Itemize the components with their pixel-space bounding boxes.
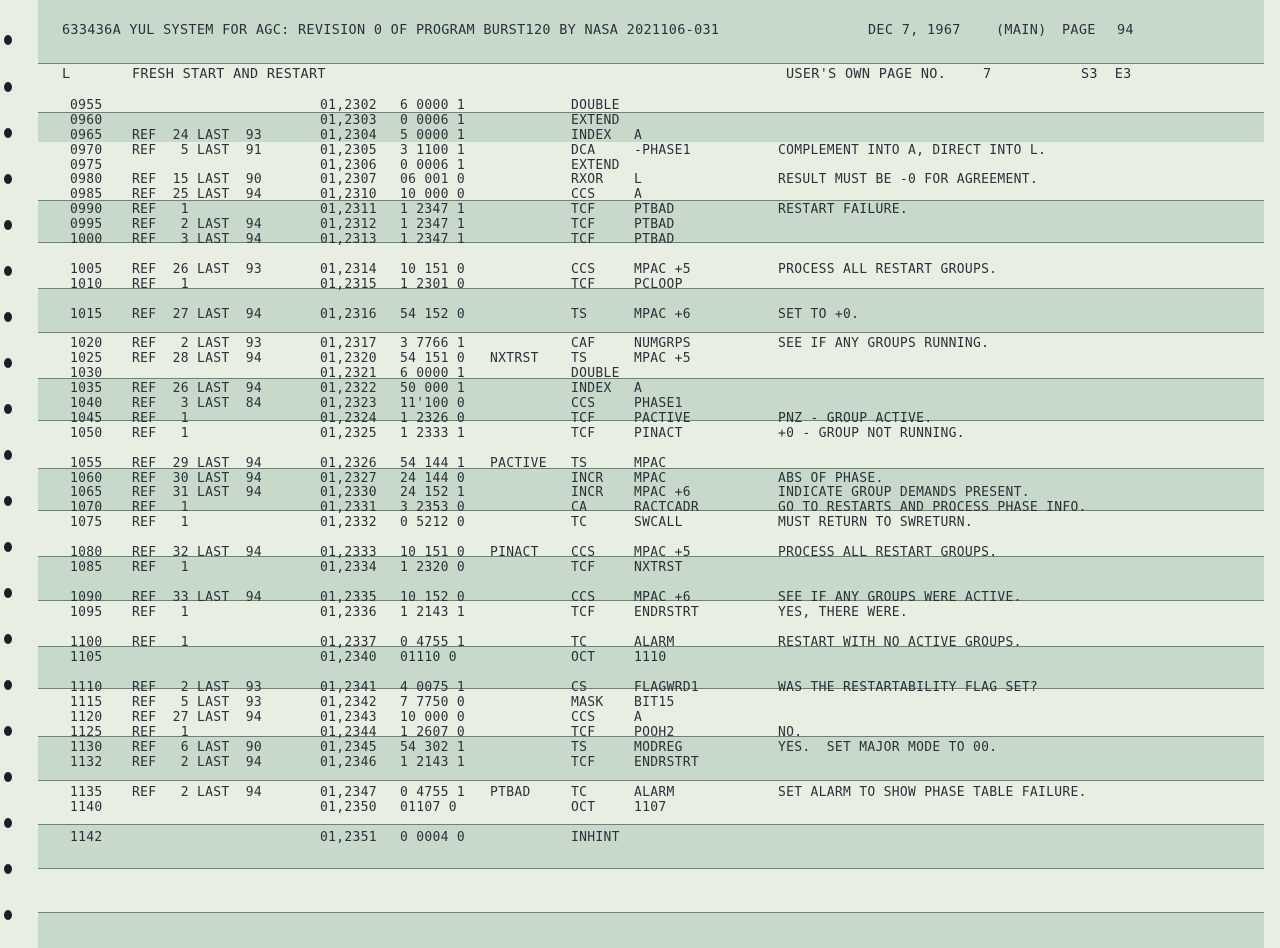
memory-address: 01,2340 bbox=[320, 650, 377, 665]
memory-address: 01,2312 bbox=[320, 217, 377, 232]
octal-word: 6 0000 1 bbox=[400, 366, 466, 381]
octal-word: 1 2347 1 bbox=[400, 217, 466, 232]
cross-reference: REF 28 LAST 94 bbox=[132, 351, 263, 366]
cross-reference: REF 30 LAST 94 bbox=[132, 471, 263, 486]
line-number: 1030 bbox=[70, 366, 103, 381]
operand: NXTRST bbox=[634, 560, 683, 575]
operand: MPAC +6 bbox=[634, 590, 691, 605]
memory-address: 01,2347 bbox=[320, 785, 377, 800]
memory-address: 01,2322 bbox=[320, 381, 377, 396]
line-number: 1040 bbox=[70, 396, 103, 411]
octal-word: 1 2320 0 bbox=[400, 560, 466, 575]
comment: YES, THERE WERE. bbox=[778, 605, 909, 620]
operand: MPAC bbox=[634, 471, 667, 486]
line-number: 1010 bbox=[70, 277, 103, 292]
line-number: 1080 bbox=[70, 545, 103, 560]
octal-word: 1 2326 0 bbox=[400, 411, 466, 426]
memory-address: 01,2331 bbox=[320, 500, 377, 515]
opcode: CAF bbox=[571, 336, 596, 351]
opcode: TCF bbox=[571, 232, 596, 247]
opcode: MASK bbox=[571, 695, 604, 710]
octal-word: 54 144 1 bbox=[400, 456, 466, 471]
operand: L bbox=[634, 172, 643, 187]
operand: MODREG bbox=[634, 740, 683, 755]
memory-address: 01,2325 bbox=[320, 426, 377, 441]
sprocket-hole bbox=[4, 726, 12, 736]
operand: 1107 bbox=[634, 800, 667, 815]
opcode: DOUBLE bbox=[571, 366, 620, 381]
cross-reference: REF 27 LAST 94 bbox=[132, 710, 263, 725]
stripe-band bbox=[38, 824, 1264, 868]
operand: ENDRSTRT bbox=[634, 755, 700, 770]
opcode: CS bbox=[571, 680, 588, 695]
comment: SET ALARM TO SHOW PHASE TABLE FAILURE. bbox=[778, 785, 1087, 800]
memory-address: 01,2332 bbox=[320, 515, 377, 530]
opcode: CCS bbox=[571, 396, 596, 411]
statement-label: PTBAD bbox=[490, 785, 531, 800]
cross-reference: REF 2 LAST 94 bbox=[132, 755, 263, 770]
sprocket-hole bbox=[4, 220, 12, 230]
opcode: TCF bbox=[571, 560, 596, 575]
line-number: 1105 bbox=[70, 650, 103, 665]
cross-reference: REF 25 LAST 94 bbox=[132, 187, 263, 202]
sprocket-hole bbox=[4, 910, 12, 920]
sprocket-hole bbox=[4, 542, 12, 552]
operand: PTBAD bbox=[634, 232, 675, 247]
sprocket-hole bbox=[4, 680, 12, 690]
comment: RESTART FAILURE. bbox=[778, 202, 909, 217]
line-number: 1065 bbox=[70, 485, 103, 500]
job-id: 633436A YUL SYSTEM FOR AGC: REVISION 0 OF PROGRAM BURST120 BY NASA 2021106-031 bbox=[62, 22, 720, 38]
comment: RESULT MUST BE -0 FOR AGREEMENT. bbox=[778, 172, 1039, 187]
memory-address: 01,2307 bbox=[320, 172, 377, 187]
sprocket-hole bbox=[4, 772, 12, 782]
user-page-label: USER'S OWN PAGE NO. bbox=[786, 66, 947, 82]
octal-word: 1 2333 1 bbox=[400, 426, 466, 441]
memory-address: 01,2344 bbox=[320, 725, 377, 740]
line-number: 0980 bbox=[70, 172, 103, 187]
operand: A bbox=[634, 381, 643, 396]
memory-address: 01,2317 bbox=[320, 336, 377, 351]
octal-word: 3 2353 0 bbox=[400, 500, 466, 515]
comment: RESTART WITH NO ACTIVE GROUPS. bbox=[778, 635, 1022, 650]
memory-address: 01,2351 bbox=[320, 830, 377, 845]
memory-address: 01,2350 bbox=[320, 800, 377, 815]
comment: GO TO RESTARTS AND PROCESS PHASE INFO. bbox=[778, 500, 1087, 515]
operand: ENDRSTRT bbox=[634, 605, 700, 620]
opcode: TC bbox=[571, 785, 588, 800]
line-number: 0965 bbox=[70, 128, 103, 143]
cross-reference: REF 3 LAST 84 bbox=[132, 396, 263, 411]
cross-reference: REF 24 LAST 93 bbox=[132, 128, 263, 143]
octal-word: 6 0000 1 bbox=[400, 98, 466, 113]
cross-reference: REF 2 LAST 94 bbox=[132, 785, 263, 800]
operand: BIT15 bbox=[634, 695, 675, 710]
memory-address: 01,2315 bbox=[320, 277, 377, 292]
opcode: TS bbox=[571, 307, 588, 322]
opcode: OCT bbox=[571, 800, 596, 815]
memory-address: 01,2346 bbox=[320, 755, 377, 770]
opcode: TCF bbox=[571, 605, 596, 620]
stripe-band bbox=[38, 912, 1264, 948]
line-number: 1120 bbox=[70, 710, 103, 725]
memory-address: 01,2342 bbox=[320, 695, 377, 710]
sprocket-hole bbox=[4, 128, 12, 138]
octal-word: 1 2607 0 bbox=[400, 725, 466, 740]
operand: NUMGRPS bbox=[634, 336, 691, 351]
comment: INDICATE GROUP DEMANDS PRESENT. bbox=[778, 485, 1030, 500]
cross-reference: REF 1 bbox=[132, 605, 189, 620]
memory-address: 01,2323 bbox=[320, 396, 377, 411]
line-number: 1132 bbox=[70, 755, 103, 770]
comment: COMPLEMENT INTO A, DIRECT INTO L. bbox=[778, 143, 1047, 158]
operand: SWCALL bbox=[634, 515, 683, 530]
opcode: TS bbox=[571, 351, 588, 366]
cross-reference: REF 1 bbox=[132, 277, 189, 292]
octal-word: 10 151 0 bbox=[400, 545, 466, 560]
operand: MPAC +6 bbox=[634, 307, 691, 322]
operand: PHASE1 bbox=[634, 396, 683, 411]
opcode: TCF bbox=[571, 202, 596, 217]
cross-reference: REF 3 LAST 94 bbox=[132, 232, 263, 247]
line-number: 1100 bbox=[70, 635, 103, 650]
memory-address: 01,2314 bbox=[320, 262, 377, 277]
octal-word: 0 4755 1 bbox=[400, 635, 466, 650]
opcode: TC bbox=[571, 515, 588, 530]
opcode: TCF bbox=[571, 217, 596, 232]
memory-address: 01,2337 bbox=[320, 635, 377, 650]
comment: YES. SET MAJOR MODE TO 00. bbox=[778, 740, 998, 755]
operand: PTBAD bbox=[634, 217, 675, 232]
rule-line bbox=[38, 868, 1264, 869]
octal-word: 24 144 0 bbox=[400, 471, 466, 486]
rule-line bbox=[38, 824, 1264, 825]
line-number: 1115 bbox=[70, 695, 103, 710]
opcode: EXTEND bbox=[571, 113, 620, 128]
line-number: 1005 bbox=[70, 262, 103, 277]
operand: PINACT bbox=[634, 426, 683, 441]
opcode: TCF bbox=[571, 277, 596, 292]
line-number: 0995 bbox=[70, 217, 103, 232]
line-number: 1050 bbox=[70, 426, 103, 441]
opcode: INCR bbox=[571, 471, 604, 486]
octal-word: 3 1100 1 bbox=[400, 143, 466, 158]
opcode: TCF bbox=[571, 755, 596, 770]
octal-word: 50 000 1 bbox=[400, 381, 466, 396]
listing-marker: L bbox=[62, 66, 71, 82]
opcode: OCT bbox=[571, 650, 596, 665]
operand: PCLOOP bbox=[634, 277, 683, 292]
operand: MPAC +5 bbox=[634, 351, 691, 366]
sprocket-hole bbox=[4, 35, 12, 45]
octal-word: 54 302 1 bbox=[400, 740, 466, 755]
sprocket-hole bbox=[4, 450, 12, 460]
line-number: 1110 bbox=[70, 680, 103, 695]
cross-reference: REF 1 bbox=[132, 560, 189, 575]
cross-reference: REF 1 bbox=[132, 725, 189, 740]
memory-address: 01,2320 bbox=[320, 351, 377, 366]
octal-word: 5 0000 1 bbox=[400, 128, 466, 143]
sprocket-hole bbox=[4, 266, 12, 276]
statement-label: PINACT bbox=[490, 545, 539, 560]
memory-address: 01,2310 bbox=[320, 187, 377, 202]
octal-word: 1 2347 1 bbox=[400, 202, 466, 217]
sprocket-hole bbox=[4, 404, 12, 414]
user-page-number: 7 bbox=[983, 66, 992, 82]
sprocket-hole bbox=[4, 312, 12, 322]
line-number: 1142 bbox=[70, 830, 103, 845]
memory-address: 01,2324 bbox=[320, 411, 377, 426]
operand: MPAC +5 bbox=[634, 545, 691, 560]
octal-word: 10 152 0 bbox=[400, 590, 466, 605]
octal-word: 01107 0 bbox=[400, 800, 457, 815]
cross-reference: REF 33 LAST 94 bbox=[132, 590, 263, 605]
opcode: CCS bbox=[571, 187, 596, 202]
segment-label: (MAIN) bbox=[996, 22, 1047, 38]
statement-label: PACTIVE bbox=[490, 456, 547, 471]
memory-address: 01,2327 bbox=[320, 471, 377, 486]
operand: A bbox=[634, 187, 643, 202]
octal-word: 3 7766 1 bbox=[400, 336, 466, 351]
memory-address: 01,2343 bbox=[320, 710, 377, 725]
octal-word: 06 001 0 bbox=[400, 172, 466, 187]
octal-word: 1 2347 1 bbox=[400, 232, 466, 247]
line-number: 1095 bbox=[70, 605, 103, 620]
octal-word: 11'100 0 bbox=[400, 396, 466, 411]
line-number: 1000 bbox=[70, 232, 103, 247]
line-number: 1075 bbox=[70, 515, 103, 530]
memory-address: 01,2336 bbox=[320, 605, 377, 620]
operand: POOH2 bbox=[634, 725, 675, 740]
comment: SET TO +0. bbox=[778, 307, 860, 322]
cross-reference: REF 1 bbox=[132, 515, 189, 530]
line-number: 1035 bbox=[70, 381, 103, 396]
sprocket-hole bbox=[4, 864, 12, 874]
memory-address: 01,2341 bbox=[320, 680, 377, 695]
memory-address: 01,2321 bbox=[320, 366, 377, 381]
sprocket-hole bbox=[4, 818, 12, 828]
octal-word: 54 152 0 bbox=[400, 307, 466, 322]
memory-address: 01,2304 bbox=[320, 128, 377, 143]
opcode: CCS bbox=[571, 590, 596, 605]
comment: NO. bbox=[778, 725, 803, 740]
memory-address: 01,2311 bbox=[320, 202, 377, 217]
cross-reference: REF 1 bbox=[132, 202, 189, 217]
octal-word: 24 152 1 bbox=[400, 485, 466, 500]
rule-line bbox=[38, 332, 1264, 333]
cross-reference: REF 6 LAST 90 bbox=[132, 740, 263, 755]
memory-address: 01,2313 bbox=[320, 232, 377, 247]
line-number: 1045 bbox=[70, 411, 103, 426]
comment: SEE IF ANY GROUPS WERE ACTIVE. bbox=[778, 590, 1022, 605]
cross-reference: REF 2 LAST 93 bbox=[132, 680, 263, 695]
operand: ALARM bbox=[634, 785, 675, 800]
comment: MUST RETURN TO SWRETURN. bbox=[778, 515, 974, 530]
operand: 1110 bbox=[634, 650, 667, 665]
line-number: 0960 bbox=[70, 113, 103, 128]
memory-address: 01,2330 bbox=[320, 485, 377, 500]
listing-date: DEC 7, 1967 bbox=[868, 22, 961, 38]
memory-address: 01,2316 bbox=[320, 307, 377, 322]
opcode: RXOR bbox=[571, 172, 604, 187]
page-number: 94 bbox=[1117, 22, 1134, 38]
sprocket-hole bbox=[4, 588, 12, 598]
rule-line bbox=[38, 912, 1264, 913]
cross-reference: REF 27 LAST 94 bbox=[132, 307, 263, 322]
line-number: 1125 bbox=[70, 725, 103, 740]
memory-address: 01,2334 bbox=[320, 560, 377, 575]
operand: FLAGWRD1 bbox=[634, 680, 700, 695]
cross-reference: REF 1 bbox=[132, 411, 189, 426]
opcode: INDEX bbox=[571, 128, 612, 143]
cross-reference: REF 2 LAST 94 bbox=[132, 217, 263, 232]
opcode: TC bbox=[571, 635, 588, 650]
memory-address: 01,2335 bbox=[320, 590, 377, 605]
line-number: 0970 bbox=[70, 143, 103, 158]
operand: -PHASE1 bbox=[634, 143, 691, 158]
line-number: 1140 bbox=[70, 800, 103, 815]
cross-reference: REF 5 LAST 93 bbox=[132, 695, 263, 710]
rule-line bbox=[38, 112, 1264, 113]
opcode: EXTEND bbox=[571, 158, 620, 173]
octal-word: 1 2143 1 bbox=[400, 755, 466, 770]
page-label: PAGE bbox=[1062, 22, 1096, 38]
octal-word: 10 000 0 bbox=[400, 187, 466, 202]
line-number: 1085 bbox=[70, 560, 103, 575]
line-number: 1055 bbox=[70, 456, 103, 471]
rule-line bbox=[38, 780, 1264, 781]
octal-word: 1 2143 1 bbox=[400, 605, 466, 620]
opcode: TCF bbox=[571, 725, 596, 740]
line-number: 1015 bbox=[70, 307, 103, 322]
sprocket-hole bbox=[4, 496, 12, 506]
opcode: TS bbox=[571, 456, 588, 471]
operand: MPAC +5 bbox=[634, 262, 691, 277]
comment: SEE IF ANY GROUPS RUNNING. bbox=[778, 336, 990, 351]
opcode: CCS bbox=[571, 262, 596, 277]
cross-reference: REF 1 bbox=[132, 426, 189, 441]
line-number: 1135 bbox=[70, 785, 103, 800]
memory-address: 01,2345 bbox=[320, 740, 377, 755]
opcode: INHINT bbox=[571, 830, 620, 845]
cross-reference: REF 29 LAST 94 bbox=[132, 456, 263, 471]
octal-word: 54 151 0 bbox=[400, 351, 466, 366]
octal-word: 0 0006 1 bbox=[400, 113, 466, 128]
line-number: 1060 bbox=[70, 471, 103, 486]
octal-word: 0 0004 0 bbox=[400, 830, 466, 845]
comment: ABS OF PHASE. bbox=[778, 471, 884, 486]
memory-address: 01,2326 bbox=[320, 456, 377, 471]
octal-word: 0 5212 0 bbox=[400, 515, 466, 530]
operand: A bbox=[634, 710, 643, 725]
memory-address: 01,2303 bbox=[320, 113, 377, 128]
octal-word: 0 0006 1 bbox=[400, 158, 466, 173]
memory-address: 01,2302 bbox=[320, 98, 377, 113]
opcode: TCF bbox=[571, 411, 596, 426]
opcode: CA bbox=[571, 500, 588, 515]
line-number: 1090 bbox=[70, 590, 103, 605]
cross-reference: REF 31 LAST 94 bbox=[132, 485, 263, 500]
operand: RACTCADR bbox=[634, 500, 700, 515]
opcode: INCR bbox=[571, 485, 604, 500]
opcode: TS bbox=[571, 740, 588, 755]
opcode: TCF bbox=[571, 426, 596, 441]
memory-address: 01,2333 bbox=[320, 545, 377, 560]
line-number: 1130 bbox=[70, 740, 103, 755]
comment: PNZ - GROUP ACTIVE. bbox=[778, 411, 933, 426]
statement-label: NXTRST bbox=[490, 351, 539, 366]
octal-word: 1 2301 0 bbox=[400, 277, 466, 292]
comment: PROCESS ALL RESTART GROUPS. bbox=[778, 262, 998, 277]
octal-word: 7 7750 0 bbox=[400, 695, 466, 710]
line-number: 1020 bbox=[70, 336, 103, 351]
opcode: CCS bbox=[571, 710, 596, 725]
line-number: 1025 bbox=[70, 351, 103, 366]
octal-word: 01110 0 bbox=[400, 650, 457, 665]
operand: A bbox=[634, 128, 643, 143]
operand: PTBAD bbox=[634, 202, 675, 217]
sprocket-hole bbox=[4, 174, 12, 184]
comment: WAS THE RESTARTABILITY FLAG SET? bbox=[778, 680, 1039, 695]
memory-address: 01,2306 bbox=[320, 158, 377, 173]
octal-word: 10 151 0 bbox=[400, 262, 466, 277]
cross-reference: REF 1 bbox=[132, 500, 189, 515]
cross-reference: REF 15 LAST 90 bbox=[132, 172, 263, 187]
cross-reference: REF 2 LAST 93 bbox=[132, 336, 263, 351]
sprocket-hole bbox=[4, 82, 12, 92]
sheet-codes: S3 E3 bbox=[1081, 66, 1132, 82]
line-number: 0975 bbox=[70, 158, 103, 173]
operand: ALARM bbox=[634, 635, 675, 650]
comment: PROCESS ALL RESTART GROUPS. bbox=[778, 545, 998, 560]
cross-reference: REF 5 LAST 91 bbox=[132, 143, 263, 158]
operand: MPAC +6 bbox=[634, 485, 691, 500]
sprocket-hole bbox=[4, 634, 12, 644]
opcode: DOUBLE bbox=[571, 98, 620, 113]
memory-address: 01,2305 bbox=[320, 143, 377, 158]
operand: MPAC bbox=[634, 456, 667, 471]
section-title: FRESH START AND RESTART bbox=[132, 66, 326, 82]
octal-word: 4 0075 1 bbox=[400, 680, 466, 695]
opcode: DCA bbox=[571, 143, 596, 158]
line-number: 1070 bbox=[70, 500, 103, 515]
sprocket-hole bbox=[4, 358, 12, 368]
rule-line bbox=[38, 63, 1264, 64]
cross-reference: REF 26 LAST 94 bbox=[132, 381, 263, 396]
cross-reference: REF 1 bbox=[132, 635, 189, 650]
opcode: INDEX bbox=[571, 381, 612, 396]
rule-line bbox=[38, 378, 1264, 379]
octal-word: 10 000 0 bbox=[400, 710, 466, 725]
line-number: 0990 bbox=[70, 202, 103, 217]
cross-reference: REF 32 LAST 94 bbox=[132, 545, 263, 560]
line-number: 0985 bbox=[70, 187, 103, 202]
cross-reference: REF 26 LAST 93 bbox=[132, 262, 263, 277]
comment: +0 - GROUP NOT RUNNING. bbox=[778, 426, 965, 441]
opcode: CCS bbox=[571, 545, 596, 560]
line-number: 0955 bbox=[70, 98, 103, 113]
octal-word: 0 4755 1 bbox=[400, 785, 466, 800]
operand: PACTIVE bbox=[634, 411, 691, 426]
